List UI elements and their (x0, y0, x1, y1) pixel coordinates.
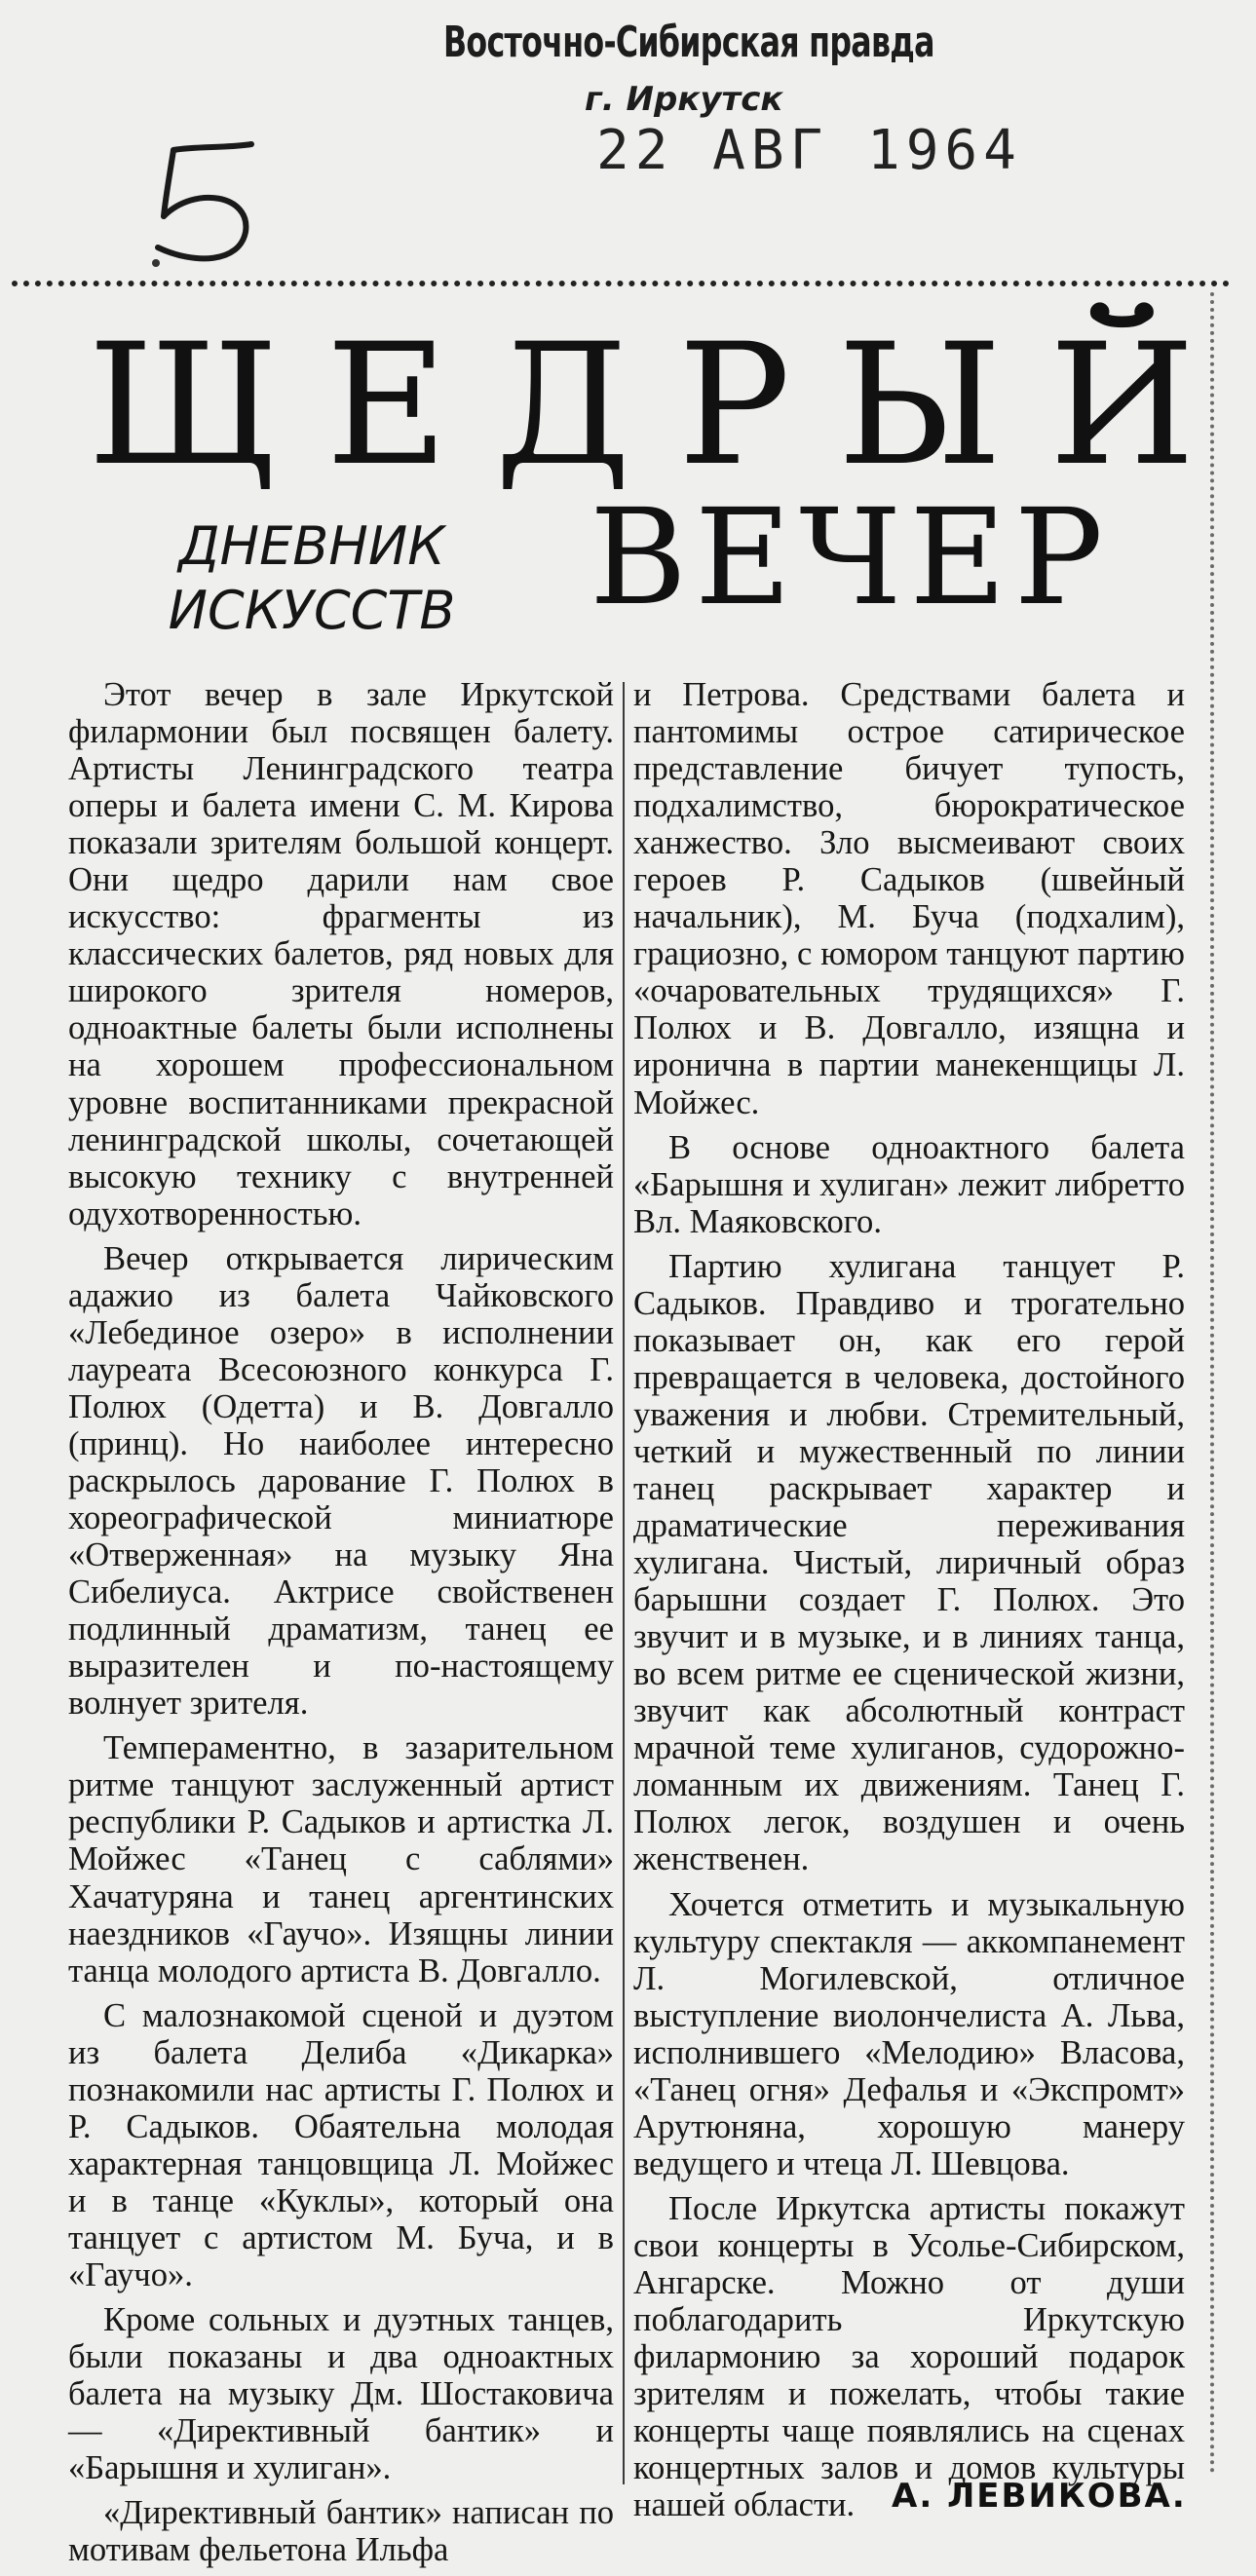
article-paragraph: Партию хулигана танцует Р. Садыков. Правдиво и трогательно показывает он, как его герой превращается в человека, достойного уважения и любви. Стремительный, четкий и мужественный по линии танец раскрывает характер и драматические переживания хулигана. Чистый, лиричный образ барышни создает Г. Полюх. Это звучит и в музыке, и в линиях танца, во всем ритме ее сценической жизни, звучит как абсолютный контраст мрачной теме хулиганов, судорожно-ломанным их движениям. Танец Г. Полюх легок, воздушен и очень женственен. (633, 1247, 1185, 1878)
headline-line-2: ВЕЧЕР (590, 481, 1112, 635)
article-paragraph: В основе одноактного балета «Барышня и хулиган» лежит либретто Вл. Маяковского. (633, 1128, 1185, 1240)
article-paragraph: После Иркутска артисты покажут свои концерты в Усолье-Сибирском, Ангарске. Можно от души поблагодарить Иркутскую филармонию за хороший подарок зрителям и пожелать, чтобы такие концерты чаще появлялись на сценах концертных залов и домов культуры нашей области. (633, 2189, 1185, 2524)
article-left-column (68, 676, 614, 2576)
article-paragraph: Этот вечер в зале Иркутской филармонии был посвящен балету. Артисты Ленинградского театра оперы и балета имени С. М. Кирова показали зрителям большой концерт. Они щедро дарили нам свое искусство: фрагменты из классических балетов, ряд новых для широкого зрителя номеров, одноактные балеты были исполнены на хорошем профессиональном уровне воспитанниками прекрасной ленинградской школы, сочетающей высокую технику с внутренней одухотворенностью. (68, 676, 614, 1232)
article-right-column (633, 676, 1185, 2531)
article-paragraph: и Петрова. Средствами балета и пантомимы острое сатирическое представление бичует тупость, подхалимство, бюрократическое ханжество. Зло высмеивают своих героев Р. Садыков (швейный начальник), М. Буча (подхалим), грациозно, с юмором танцуют партию «очаровательных трудящихся» Г. Полюх и В. Довгалло, изящна и иронична в партии манекенщицы Л. Мойжес. (633, 676, 1185, 1121)
article-paragraph: С малознакомой сценой и дуэтом из балета Делиба «Дикарка» познакомили нас артисты Г. Полюх и Р. Садыков. Обаятельна молодая характерная танцовщица Л. Мойжес и в танце «Куклы», который она танцует с артистом М. Буча, и в «Гаучо». (68, 1996, 614, 2293)
article-paragraph: Хочется отметить и музыкальную культуру спектакля — аккомпанемент Л. Могилевской, отличное выступление виолончелиста А. Льва, исполнившего «Мелодию» Власова, «Танец огня» Дефалья и «Экспромт» Арутюняна, хорошую манеру ведущего и чтеца Л. Шевцова. (633, 1885, 1185, 2182)
top-dotted-rule (12, 281, 1230, 294)
article-paragraph: Темпераментно, в зазарительном ритме танцуют заслуженный артист республики Р. Садыков и артистка Л. Мойжес «Танец с саблями» Хачатуряна и танец аргентинских наездников «Гаучо». Изящны линии танца молодого артиста В. Довгалло. (68, 1729, 614, 1989)
stamp-date: 22 АВГ 1964 (596, 119, 1022, 182)
stamp-newspaper-name: Восточно-Сибирская правда (443, 18, 934, 67)
article-paragraph: «Директивный бантик» написан по мотивам фельетона Ильфа (68, 2494, 614, 2569)
rubric-line-2: ИСКУССТВ (168, 579, 456, 641)
headline-line-1: ЩЕДРЫЙ (88, 307, 1242, 503)
right-dotted-border (1210, 292, 1214, 2475)
article-paragraph: Кроме сольных и дуэтных танцев, были показаны и два одноактных балета на музыку Дм. Шостаковича — «Директивный бантик» и «Барышня и хулиган». (68, 2301, 614, 2487)
author-signature: А. ЛЕВИКОВА. (892, 2477, 1187, 2516)
rubric-line-1: ДНЕВНИК (178, 515, 445, 577)
column-divider (623, 682, 625, 2484)
handwritten-number-five (136, 127, 283, 273)
stamp-city: г. Иркутск (585, 80, 783, 119)
rubric (146, 514, 477, 643)
article-paragraph: Вечер открывается лирическим адажио из балета Чайковского «Лебединое озеро» в исполнении лауреата Всесоюзного конкурса Г. Полюх (Одетта) и В. Довгалло (принц). Но наиболее интересно раскрылось дарование Г. Полюх в хореографической миниатюре «Отверженная» на музыку Яна Сибелиуса. Актрисе свойственен подлинный драматизм, танец ее выразителен и по-настоящему волнует зрителя. (68, 1239, 614, 1723)
